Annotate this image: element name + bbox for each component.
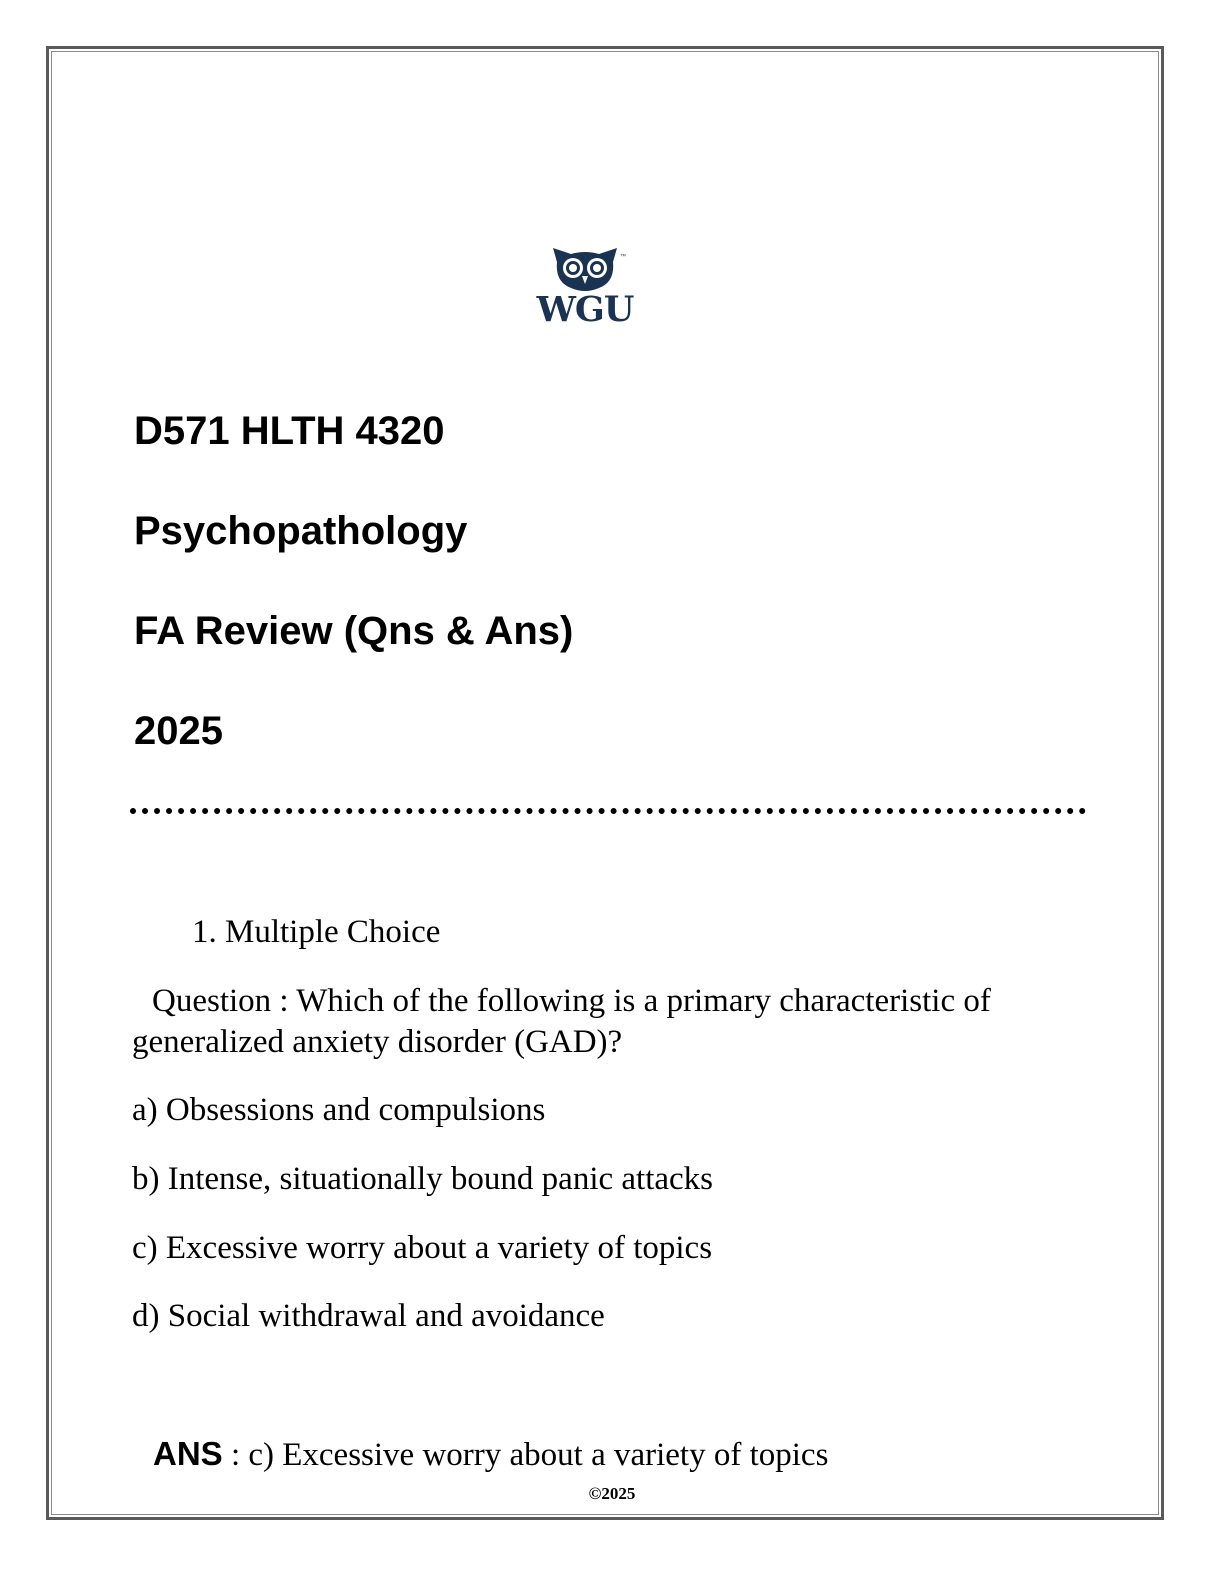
answer-text: c) Excessive worry about a variety of topics <box>248 1437 829 1473</box>
logo-wordmark: WGU <box>536 289 634 330</box>
option-b: b) Intense, situationally bound panic attacks <box>132 1161 714 1197</box>
owl-logo-icon <box>549 246 621 292</box>
option-d: d) Social withdrawal and avoidance <box>132 1298 605 1334</box>
answer-label: ANS <box>153 1435 223 1472</box>
question-separator: : <box>271 983 297 1019</box>
copyright-footer: ©2025 <box>588 1484 636 1503</box>
question-text <box>132 981 1092 1063</box>
option-a: a) Obsessions and compulsions <box>132 1092 546 1128</box>
trademark-symbol: ™ <box>620 254 626 260</box>
question-body: Which of the following is a primary characteristic of generalized anxiety disorder (GAD)? <box>132 983 991 1060</box>
question-label: Question <box>152 983 272 1019</box>
course-code: D571 HLTH 4320 <box>134 409 445 453</box>
document-year: 2025 <box>134 709 223 753</box>
dotted-divider <box>130 808 1086 814</box>
course-name: Psychopathology <box>134 509 468 553</box>
answer-line <box>153 1433 828 1476</box>
document-subtitle: FA Review (Qns & Ans) <box>134 609 574 653</box>
answer-separator: : <box>222 1437 249 1473</box>
wgu-logo <box>532 246 638 334</box>
option-c: c) Excessive worry about a variety of topics <box>132 1230 713 1266</box>
section-heading: 1. Multiple Choice <box>192 914 441 950</box>
